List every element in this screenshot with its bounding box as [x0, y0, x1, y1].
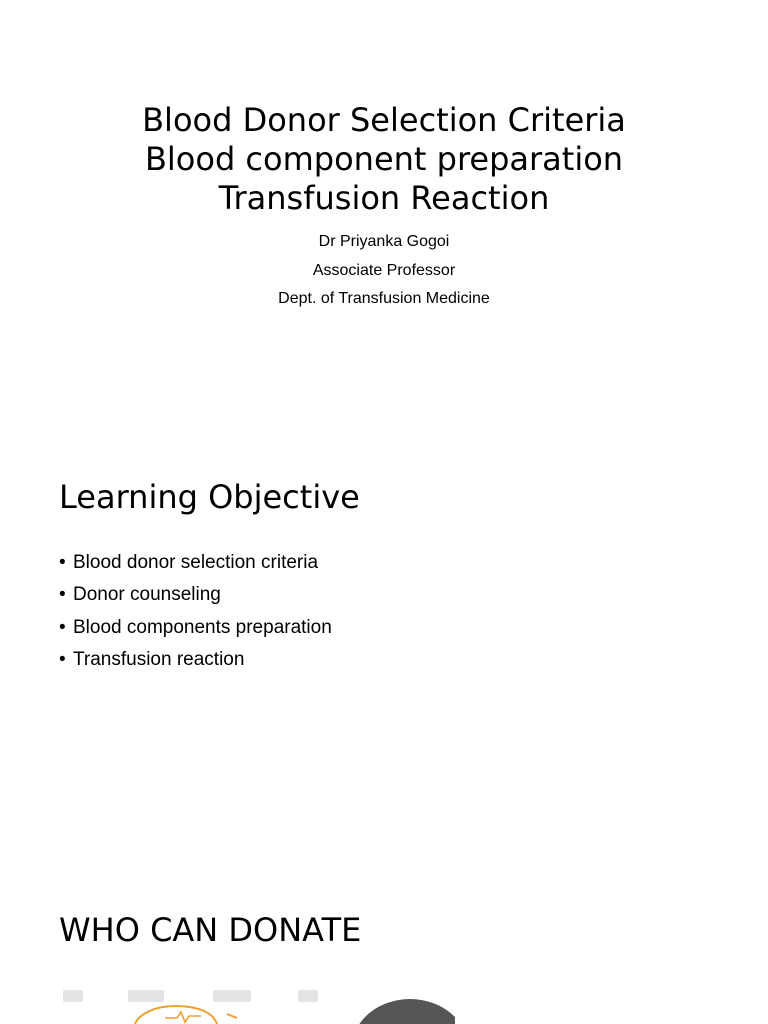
who-can-donate-slide	[0, 864, 768, 1024]
presenter-department: Dept. of Transfusion Medicine	[278, 290, 490, 307]
donor-criteria-illustration	[55, 984, 455, 1024]
criteria-icon	[213, 990, 251, 1002]
title-line-1: Blood Donor Selection Criteria	[142, 101, 626, 139]
criteria-icon	[298, 990, 318, 1002]
heart-pulse-icon-line	[165, 1012, 201, 1022]
list-item	[59, 644, 332, 676]
learning-objective-slide	[0, 432, 768, 864]
slide-heading: Learning Objective	[59, 478, 360, 516]
slide-title	[0, 101, 768, 218]
presenter-info	[0, 228, 768, 314]
dark-circle-graphic	[352, 999, 455, 1024]
objective-list	[59, 547, 332, 676]
list-item-text: Transfusion reaction	[73, 648, 245, 670]
heart-pulse-icon-dash	[227, 1014, 237, 1018]
title-line-3: Transfusion Reaction	[218, 179, 550, 217]
list-item-text: Blood donor selection criteria	[73, 552, 319, 573]
title-slide	[0, 0, 768, 432]
title-line-2: Blood component preparation	[144, 140, 624, 178]
list-item	[59, 579, 332, 611]
list-item	[59, 612, 332, 644]
criteria-icon	[63, 990, 83, 1002]
criteria-icon	[128, 990, 164, 1002]
slide-heading: WHO CAN DONATE	[59, 911, 362, 949]
bullet-icon: •	[59, 616, 66, 638]
bullet-icon: •	[59, 648, 66, 670]
heart-pulse-icon	[135, 1006, 217, 1024]
list-item-text: Blood components preparation	[73, 616, 332, 638]
bullet-icon: •	[59, 552, 66, 573]
presenter-designation: Associate Professor	[312, 261, 456, 279]
bullet-icon: •	[59, 584, 66, 606]
list-item	[59, 547, 332, 579]
presenter-name: Dr Priyanka Gogoi	[318, 233, 450, 250]
list-item-text: Donor counseling	[73, 584, 221, 606]
